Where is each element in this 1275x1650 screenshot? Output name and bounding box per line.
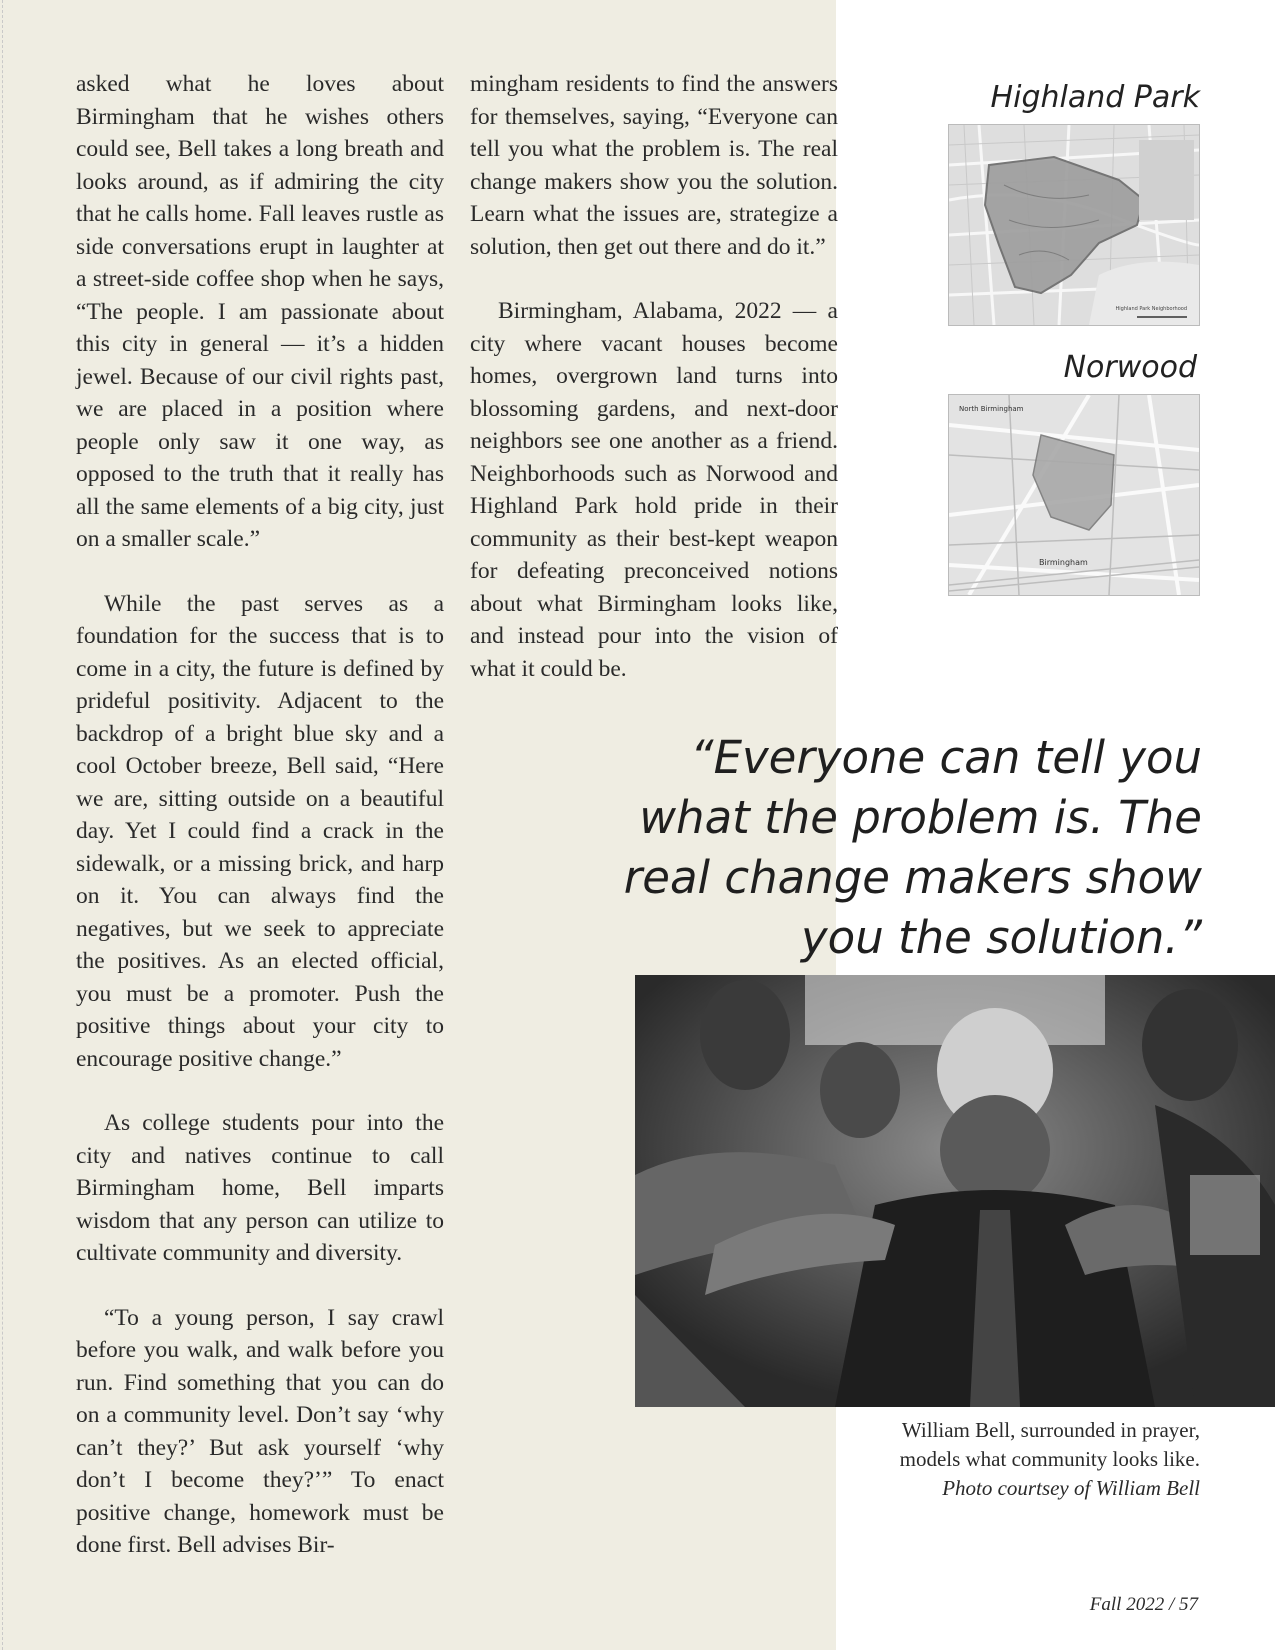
paragraph: asked what he loves about Birmingham that he wishes others could see, Bell takes a long breath and looks around, as if admiring the city that he calls home. Fall leaves rustle as side conversations erupt in laughter at a street-side coffee shop when he says, “The people. I am passionate about this city in general — it’s a hidden jewel. Because of our civil rights past, we are placed in a position where people only saw it one way, as opposed to the truth that it really has all the same elements of a big city, just on a smaller scale.” <box>76 71 444 552</box>
caption-line: models what community looks like. <box>899 1447 1200 1471</box>
paragraph: mingham residents to find the answers for themselves, saying, “Everyone can tell you what the problem is. The real change makers show you the solution. Learn what the issues are, strategize a solution, then get out there and do it.” <box>470 71 838 260</box>
article-column-right <box>470 68 838 685</box>
map-norwood <box>948 394 1200 596</box>
map-place-label: North Birmingham <box>959 405 1024 413</box>
paragraph: While the past serves as a foundation for the success that is to come in a city, the future is defined by prideful positivity. Adjacent to the backdrop of a bright blue sky and a cool October breeze, Bell said, “Here we are, sitting outside on a beautiful day. Yet I could find a crack in the sidewalk, or a missing brick, and harp on it. You can always find the negatives, but we seek to appreciate the positives. As an elected official, you must be a promoter. Push the positive things about your city to encourage positive change.” <box>76 590 444 1072</box>
map-place-label: Birmingham <box>1039 558 1088 567</box>
paragraph: Birmingham, Alabama, 2022 — a city where vacant houses become homes, overgrown land turns into blossoming gardens, and next-door neighbors see one another as a friend. Neighborhoods such as Norwood and Highland Park hold pride in their community as their best-kept weapon for defeating preconceived notions about what Birmingham looks like, and instead pour into the vision of what it could be. <box>470 298 838 682</box>
map-highland-park <box>948 124 1200 326</box>
page-edge-guide <box>2 0 3 1650</box>
page-folio: Fall 2022 / 57 <box>1089 1594 1198 1615</box>
map-legend: Highland Park Neighborhood <box>1115 306 1187 312</box>
photo-prayer-group <box>635 975 1275 1407</box>
map-title-highland-park: Highland Park <box>990 80 1200 115</box>
photo-credit: Photo courtsey of William Bell <box>942 1476 1200 1500</box>
paragraph: As college students pour into the city and natives continue to call Birmingham home, Bell imparts wisdom that any person can utilize to cultivate community and diversity. <box>76 1110 444 1266</box>
paragraph: “To a young person, I say crawl before you walk, and walk before you run. Find something that you can do on a community level. Don’t say ‘why can’t they?’ But ask yourself ‘why don’t I become they?’” To enact positive change, homework must be done first. Bell advises Bir- <box>76 1304 444 1558</box>
caption-line: William Bell, surrounded in prayer, <box>901 1418 1200 1442</box>
photo-caption <box>700 1416 1200 1503</box>
pull-quote: “Everyone can tell you what the problem is. The real change makers show you the solution.” <box>623 731 1202 964</box>
map-title-norwood: Norwood <box>1063 350 1197 385</box>
article-column-left <box>76 68 444 1562</box>
